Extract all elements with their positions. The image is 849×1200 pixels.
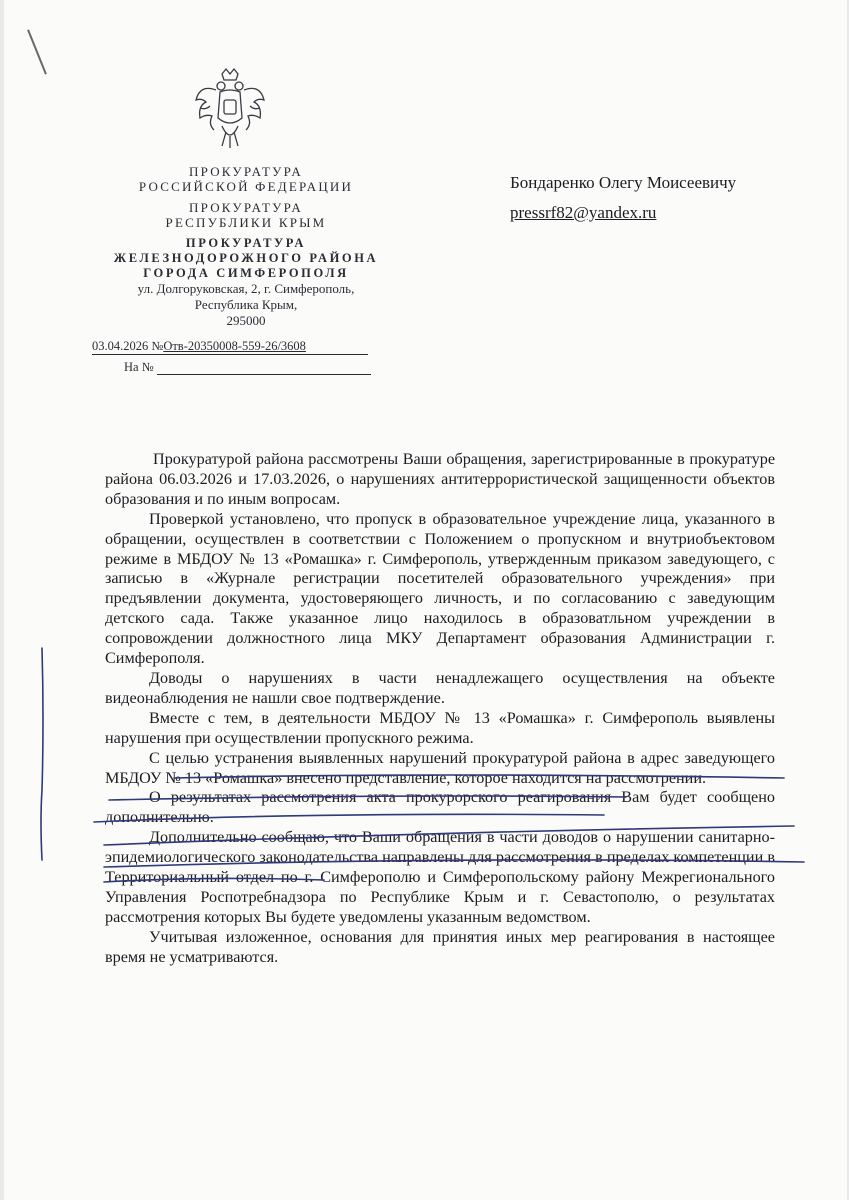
org-line-6: ЖЕЛЕЗНОДОРОЖНОГО РАЙОНА <box>113 251 379 265</box>
address-line-2: Республика Крым, <box>194 297 298 312</box>
org-line-1: ПРОКУРАТУРА <box>189 164 303 179</box>
postcode: 295000 <box>226 313 266 328</box>
recipient-name: Бондаренко Олегу Моисеевичу <box>510 173 737 192</box>
org-line-4: РЕСПУБЛИКИ КРЫМ <box>165 215 327 230</box>
reg-number: Отв-20350008-559-26/3608 <box>163 339 306 353</box>
org-line-5: ПРОКУРАТУРА <box>185 236 307 250</box>
org-line-3: ПРОКУРАТУРА <box>189 200 303 215</box>
margin-vertical-stroke <box>41 648 43 860</box>
paragraph-1: Прокуратурой района рассмотрены Ваши обращения, зарегистрированные в прокуратуре района 06.03.2026 и 17.03.2026, о нарушениях антитеррористической защищенности объектов образования и по иным вопросам. <box>105 450 775 508</box>
state-emblem-icon <box>192 66 268 150</box>
scan-mark <box>27 29 47 74</box>
paragraph-8: Учитывая изложенное, основания для принятия иных мер реагирования в настоящее время не усматриваются. <box>105 927 775 966</box>
org-line-7: ГОРОДА СИМФЕРОПОЛЯ <box>143 266 349 280</box>
reg-date: 03.04.2026 <box>92 339 149 353</box>
reply-blank <box>157 362 371 375</box>
letter-body <box>105 450 775 968</box>
registration-line <box>92 339 368 355</box>
address-line-1: ул. Долгоруковская, 2, г. Симферополь, <box>137 281 355 296</box>
paragraph-4: Вместе с тем, в деятельности МБДОУ № 13 «Ромашка» г. Симферополь выявлены нарушения при осуществлении пропускного режима. <box>105 708 775 747</box>
recipient-block <box>510 170 736 226</box>
paragraph-3: Доводы о нарушениях в части ненадлежащего осуществления на объекте видеонаблюдения не нашли свое подтверждение. <box>105 668 775 707</box>
letterhead <box>96 164 396 329</box>
letter-page <box>4 0 847 1200</box>
org-line-2: РОССИЙСКОЙ ФЕДЕРАЦИИ <box>138 179 354 194</box>
paragraph-7: Дополнительно сообщаю, что Ваши обращения в части доводов о нарушении санитарно-эпидемиологического законодательства направлены для рассмотрения в пределах компетенции в Территориальный отдел по г. Симферополю и Симферопольскому району Межрегионального Управления Роспотребнадзора по Республике Крым и г. Севастополю, о результатах рассмотрения которых Вы будете уведомлены указанным ведомством. <box>105 828 775 926</box>
reply-line <box>124 360 376 375</box>
reg-number-label: № <box>151 339 164 353</box>
recipient-email: pressrf82@yandex.ru <box>510 203 657 222</box>
paragraph-6: О результатах рассмотрения акта прокурорского реагирования Вам будет сообщено дополнительно. <box>105 788 775 827</box>
reply-label: На № <box>124 360 154 374</box>
paragraph-5: С целью устранения выявленных нарушений прокуратурой района в адрес заведующего МБДОУ № 13 «Ромашка» внесено представление, которое находится на рассмотрении. <box>105 748 775 787</box>
paragraph-2: Проверкой установлено, что пропуск в образовательное учреждение лица, указанного в обращении, осуществлен в соответствии с Положением о пропускном и внутриобъектовом режиме в МБДОУ № 13 «Ромашка» г. Симферополь, утвержденным приказом заведующего, с записью в «Журнале регистрации посетителей образовательного учреждения» при предъявлении документа, удостоверяющего личность, и по согласованию с заведующим детского сада. Также указанное лицо находилось в образоватльном учреждении в сопровождении должностного лица МКУ Департамент образования Администрации г. Симферополя. <box>105 509 775 668</box>
